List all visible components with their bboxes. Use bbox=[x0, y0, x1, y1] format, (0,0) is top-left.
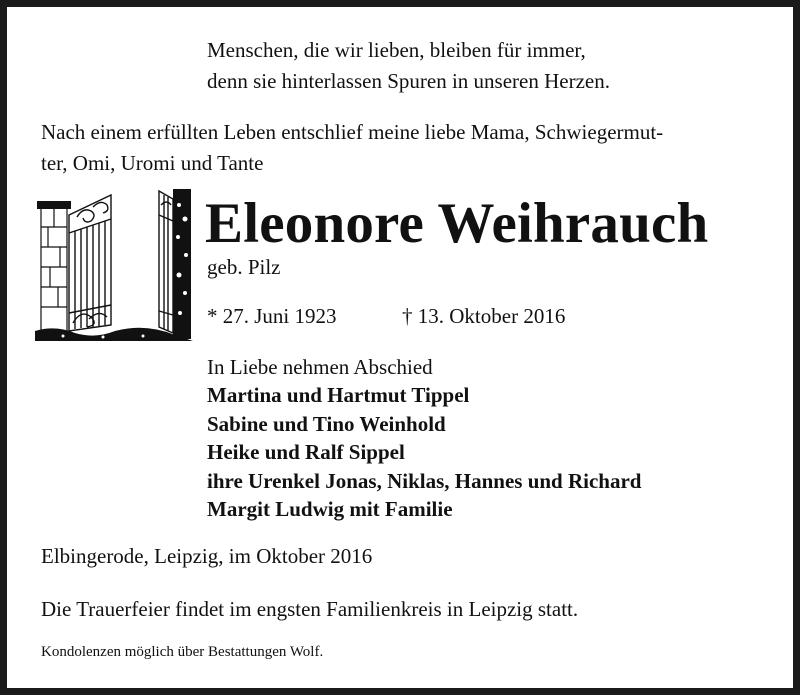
deceased-name: Eleonore Weihrauch bbox=[205, 192, 709, 255]
birth-date: * 27. Juni 1923 bbox=[207, 304, 337, 328]
open-garden-gate-icon bbox=[33, 185, 195, 341]
intro-line-2: ter, Omi, Uromi und Tante bbox=[41, 151, 264, 175]
verse-line-2: denn sie hinterlassen Spuren in unseren Herzen. bbox=[207, 69, 610, 93]
verse-line-1: Menschen, die wir lieben, bleiben für immer, bbox=[207, 38, 586, 62]
mourner-entry: Sabine und Tino Weinhold bbox=[207, 411, 446, 436]
intro-text bbox=[41, 117, 771, 179]
intro-line-1: Nach einem erfüllten Leben entschlief meine liebe Mama, Schwiegermut- bbox=[41, 120, 664, 144]
condolence-note: Kondolenzen möglich über Bestattungen Wolf. bbox=[41, 644, 324, 660]
farewell-intro: In Liebe nehmen Abschied bbox=[207, 355, 433, 379]
mourner-entry: Martina und Hartmut Tippel bbox=[207, 383, 470, 407]
service-note: Die Trauerfeier findet im engsten Familienkreis in Leipzig statt. bbox=[41, 597, 579, 621]
mourner-entry: ihre Urenkel Jonas, Niklas, Hannes und Richard bbox=[207, 468, 642, 493]
place-date: Elbingerode, Leipzig, im Oktober 2016 bbox=[41, 544, 373, 568]
mourner-entry: Heike und Ralf Sippel bbox=[207, 440, 405, 464]
memorial-verse bbox=[207, 35, 610, 97]
mourners-list bbox=[207, 381, 641, 524]
death-date: † 13. Oktober 2016 bbox=[402, 304, 566, 328]
mourner-entry: Margit Ludwig mit Familie bbox=[207, 497, 453, 521]
maiden-name: geb. Pilz bbox=[207, 255, 281, 279]
